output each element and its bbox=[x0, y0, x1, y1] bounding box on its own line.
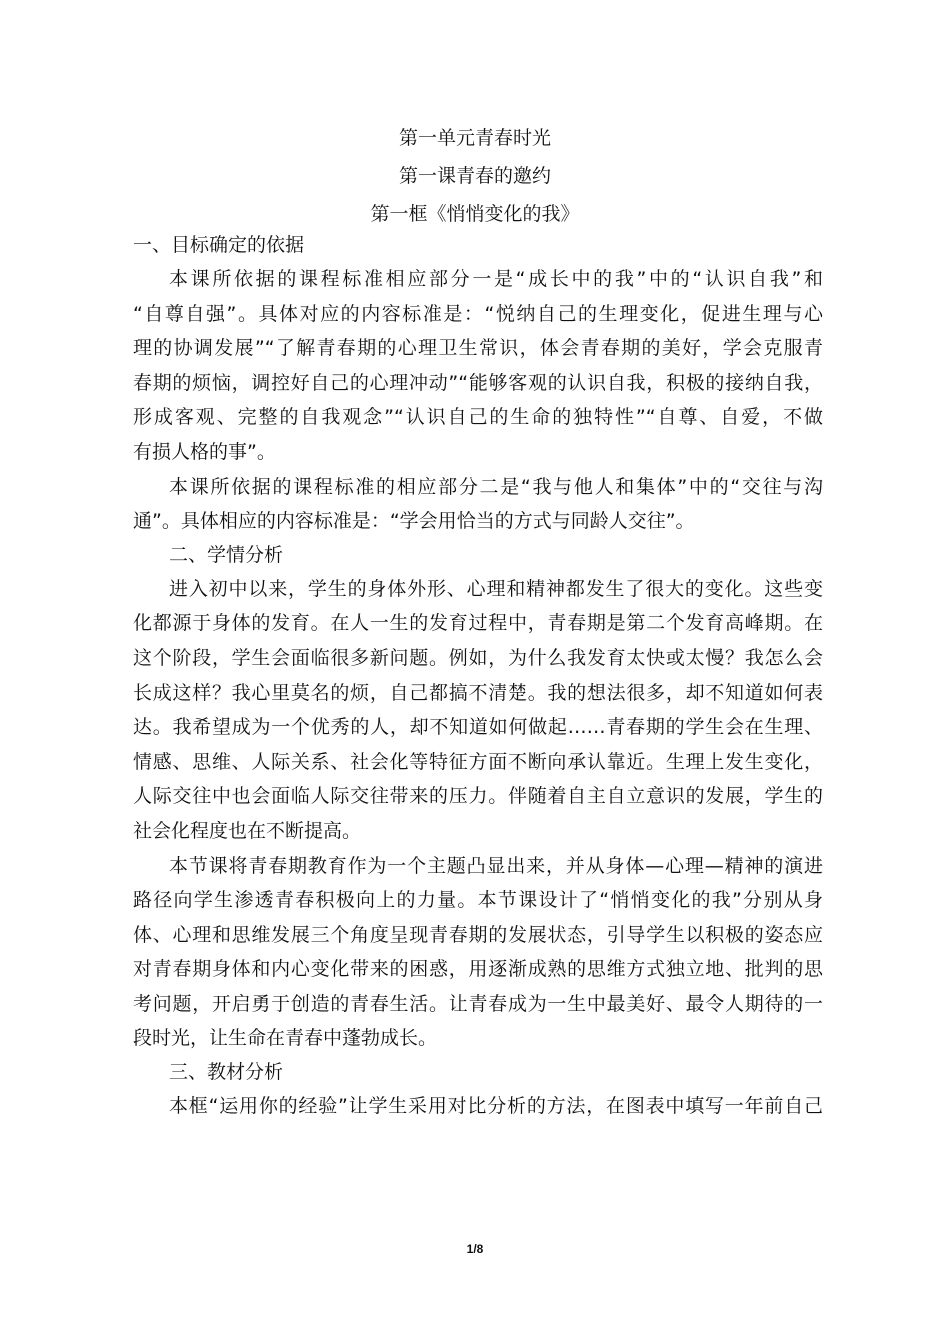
paragraph-line: 长成这样？我心里莫名的烦，自己都搞不清楚。我的想法很多，却不知道如何表 bbox=[133, 681, 823, 704]
paragraph-course-standard-2 bbox=[133, 470, 823, 539]
paragraph-line: “自尊自强”。具体对应的内容标准是：“悦纳自己的生理变化，促进生理与心 bbox=[133, 302, 823, 325]
paragraph-student-analysis-1 bbox=[133, 572, 823, 849]
frame-title: 第一框《悄悄变化的我》 bbox=[370, 203, 580, 225]
paragraph-line: 春期的烦恼，调控好自己的心理冲动”“能够客观的认识自我，积极的接纳自我， bbox=[133, 371, 823, 394]
paragraph-line: 理的协调发展”“了解青春期的心理卫生常识，体会青春期的美好，学会克服青 bbox=[133, 337, 823, 360]
page-number: 1/8 bbox=[466, 1242, 484, 1256]
section-heading-3: 三、教材分析 bbox=[169, 1061, 284, 1084]
paragraph-line: 本框“运用你的经验”让学生采用对比分析的方法，在图表中填写一年前自己 bbox=[169, 1095, 823, 1118]
paragraph-course-standard-1 bbox=[133, 262, 823, 470]
paragraph-line: 形成客观、完整的自我观念”“认识自己的生命的独特性”“自尊、自爱，不做 bbox=[133, 406, 823, 429]
section-heading-1: 一、目标确定的依据 bbox=[133, 234, 305, 256]
paragraph-line: 本课所依据的课程标准相应部分一是“成长中的我”中的“认识自我”和 bbox=[169, 268, 823, 290]
paragraph-line: 对青春期身体和内心变化带来的困惑，用逐渐成熟的思维方式独立地、批判的思 bbox=[133, 958, 823, 981]
paragraph-line: 体、心理和思维发展三个角度呈现青春期的发展状态，引导学生以积极的姿态应 bbox=[133, 923, 823, 946]
paragraph-line: 这个阶段，学生会面临很多新问题。例如，为什么我发育太快或太慢？我怎么会 bbox=[133, 646, 823, 669]
paragraph-line: 段时光，让生命在青春中蓬勃成长。 bbox=[133, 1027, 438, 1050]
paragraph-line: 有损人格的事”。 bbox=[133, 440, 276, 463]
paragraph-student-analysis-2 bbox=[133, 849, 823, 1057]
paragraph-line: 情感、思维、人际关系、社会化等特征方面不断向承认靠近。生理上发生变化， bbox=[133, 750, 823, 773]
section-heading-2: 二、学情分析 bbox=[169, 543, 284, 566]
paragraph-line: 考问题，开启勇于创造的青春生活。让青春成为一生中最美好、最令人期待的一 bbox=[133, 992, 823, 1015]
document-body bbox=[133, 229, 823, 1124]
title-block bbox=[0, 119, 950, 233]
paragraph-line: 进入初中以来，学生的身体外形、心理和精神都发生了很大的变化。这些变 bbox=[169, 577, 823, 600]
paragraph-line: 人际交往中也会面临人际交往带来的压力。伴随着自主自立意识的发展，学生的 bbox=[133, 785, 823, 808]
paragraph-line: 社会化程度也在不断提高。 bbox=[133, 819, 362, 842]
paragraph-line: 本课所依据的课程标准的相应部分二是“我与他人和集体”中的“交往与沟 bbox=[169, 475, 823, 498]
unit-title: 第一单元青春时光 bbox=[398, 127, 551, 149]
paragraph-line: 本节课将青春期教育作为一个主题凸显出来，并从身体—心理—精神的演进 bbox=[169, 854, 823, 877]
paragraph-line: 化都源于身体的发育。在人一生的发育过程中，青春期是第二个发育高峰期。在 bbox=[133, 612, 823, 635]
lesson-title: 第一课青春的邀约 bbox=[398, 165, 551, 187]
paragraph-line: 路径向学生渗透青春积极向上的力量。本节课设计了“悄悄变化的我”分别从身 bbox=[133, 889, 823, 912]
paragraph-line: 达。我希望成为一个优秀的人，却不知道如何做起……青春期的学生会在生理、 bbox=[133, 716, 823, 739]
paragraph-line: 通”。具体相应的内容标准是：“学会用恰当的方式与同龄人交往”。 bbox=[133, 510, 695, 533]
paragraph-textbook-analysis bbox=[133, 1089, 823, 1124]
